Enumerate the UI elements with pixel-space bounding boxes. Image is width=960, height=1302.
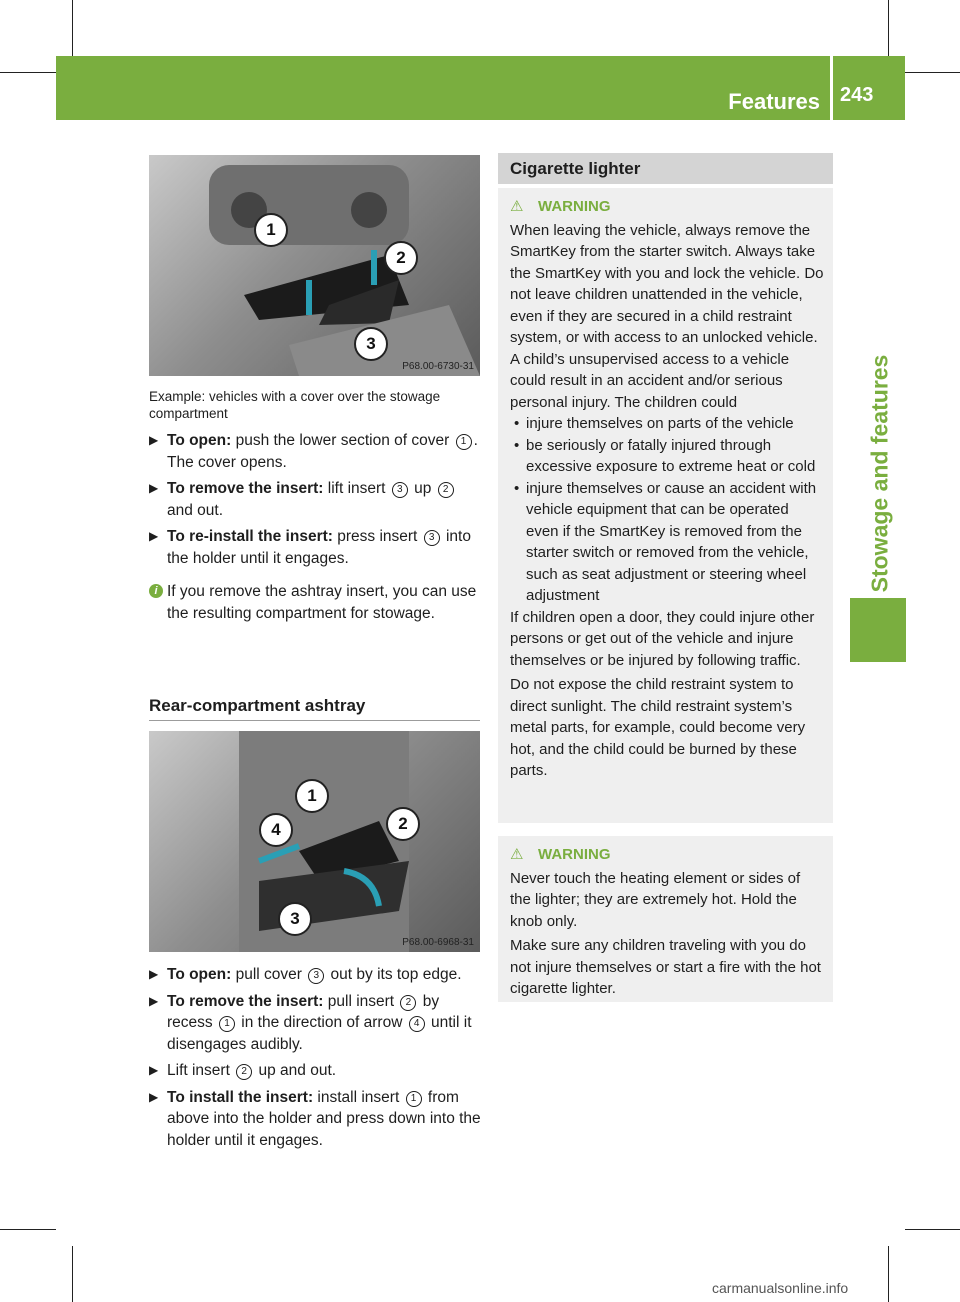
warning-paragraph: Do not expose the child restraint system to direct sunlight. The child restraint system’s metal parts, for example, could become very hot, and the child could be burned by these parts.: [510, 676, 806, 779]
figure-rear-ashtray: [149, 731, 480, 952]
warning-title: [510, 844, 825, 866]
warning-paragraph: Make sure any children traveling with you do not injure themselves or start a fire with the hot cigarette lighter.: [510, 937, 821, 997]
bullet-text: be seriously or fatally injured through excessive exposure to extreme heat or cold: [526, 436, 816, 475]
section-heading-rear-ashtray: Rear-compartment ashtray: [149, 696, 480, 721]
step-text: lift insert: [323, 480, 390, 497]
arrow-icon: ▶: [149, 1063, 159, 1077]
step: [149, 1087, 484, 1152]
crop-mark: [905, 1229, 960, 1230]
arrow-icon: ▶: [149, 481, 159, 495]
step-text: until it disengages audibly.: [167, 1014, 472, 1053]
step: [149, 991, 484, 1056]
crop-mark: [905, 72, 960, 73]
arrow-icon: ▶: [149, 1089, 159, 1104]
arrow-icon: ▶: [149, 529, 159, 543]
page-number: 243: [840, 84, 874, 106]
step-text: out by its top edge.: [326, 966, 462, 983]
figure-illustration: [149, 155, 480, 376]
step-label: To remove the insert:: [167, 480, 324, 497]
crop-mark: [0, 72, 56, 73]
side-chapter: [850, 330, 906, 630]
step-text: push the lower section of cover: [231, 432, 454, 449]
figure-code: P68.00-6730-31: [402, 361, 474, 372]
callout-4: 4: [259, 813, 293, 847]
callout-3: 3: [354, 327, 388, 361]
arrow-icon: ▶: [149, 993, 159, 1008]
step-text: up and out.: [254, 1062, 337, 1079]
figure-cover-stowage: [149, 155, 480, 376]
info-note-text: If you remove the ashtray insert, you can use the resulting compartment for stowage.: [167, 583, 477, 622]
bullet-icon: •: [514, 479, 520, 497]
callout-3: 3: [278, 902, 312, 936]
bullet-icon: •: [514, 415, 520, 432]
header-separator: [830, 56, 833, 120]
step-text: into the holder until it engages.: [167, 528, 471, 567]
arrow-icon: ▶: [149, 433, 159, 447]
ref-number: 4: [409, 1016, 425, 1032]
callout-2: 2: [384, 241, 418, 275]
callout-1: 1: [254, 213, 288, 247]
crop-mark: [888, 1246, 889, 1302]
section-heading-cigarette-lighter: [498, 153, 833, 184]
crop-mark: [888, 0, 889, 56]
step-text: .: [473, 432, 478, 449]
info-icon: i: [149, 584, 163, 598]
warning-box-children: [498, 188, 833, 823]
step-label: To re-install the insert:: [167, 528, 333, 545]
info-note: [149, 581, 480, 624]
step-text: pull insert: [323, 992, 399, 1010]
figure-caption: Example: vehicles with a cover over the stowage compartment: [149, 389, 441, 421]
callout-2: 2: [386, 807, 420, 841]
warning-bullet: [510, 413, 825, 435]
step: [149, 964, 484, 986]
step: [149, 430, 480, 452]
ref-number: 1: [219, 1016, 235, 1032]
ref-number: 3: [424, 530, 440, 546]
crop-mark: [0, 1229, 56, 1230]
bullet-text: injure themselves or cause an accident with vehicle equipment that can be operated even if the SmartKey is removed from the starter switch or removed from the vehicle, such as seat adjustment or steering wheel adjustment: [526, 479, 817, 604]
figure-code: P68.00-6968-31: [402, 937, 474, 948]
warning-bullet: [510, 478, 825, 607]
step: [149, 1060, 484, 1082]
warning-title-text: WARNING: [538, 198, 611, 215]
warning-bullet: [510, 435, 825, 478]
warning-icon: ⚠: [510, 198, 524, 215]
step: [149, 478, 480, 521]
step-text: press insert: [332, 528, 422, 545]
warning-box-lighter: [498, 836, 833, 1002]
step-text: by recess: [167, 992, 440, 1031]
warning-title-text: WARNING: [538, 846, 611, 863]
ref-number: 2: [400, 995, 416, 1011]
figure-illustration: [149, 731, 480, 952]
arrow-icon: ▶: [149, 967, 159, 981]
step-text: from above into the holder and press down into the holder until it engages.: [167, 1088, 481, 1149]
warning-title: [510, 196, 825, 218]
ref-number: 2: [236, 1064, 252, 1080]
step-text: and out.: [167, 501, 224, 519]
side-chapter-label: Stowage and features: [866, 354, 893, 593]
bullet-icon: •: [514, 436, 520, 454]
step-text: install insert: [313, 1088, 404, 1106]
step-label: To remove the insert:: [167, 992, 324, 1010]
section-heading-text: Cigarette lighter: [510, 159, 641, 178]
warning-paragraph: If children open a door, they could injure other persons or get out of the vehicle and injure themselves or be injured by following traffic.: [510, 608, 815, 669]
instructions-rear-ashtray: [149, 964, 484, 1151]
step-text: in the direction of arrow: [236, 1014, 407, 1031]
step: [149, 526, 480, 569]
crop-mark: [72, 1246, 73, 1302]
ref-number: 2: [438, 482, 454, 498]
step-label: To install the insert:: [167, 1088, 314, 1106]
ref-number: 3: [308, 968, 324, 984]
crop-mark: [72, 0, 73, 56]
step-label: To open:: [167, 432, 232, 449]
ref-number: 3: [392, 482, 408, 498]
section-title: Features: [728, 89, 820, 114]
step-text: pull cover: [231, 966, 307, 983]
ref-number: 1: [456, 434, 472, 450]
warning-icon: ⚠: [510, 846, 524, 863]
callout-1: 1: [295, 779, 329, 813]
warning-paragraph: When leaving the vehicle, always remove the SmartKey from the starter switch. Always take the SmartKey with you and lock the vehicle. Do not leave children unattended in the vehicle, even if they are secured in a child restraint system, or with access to an unlocked vehicle. A child’s unsupervised access to a vehicle could result in an accident and/or serious personal injury. The children could: [510, 221, 824, 411]
step-text: Lift insert: [167, 1062, 235, 1079]
ref-number: 1: [406, 1091, 422, 1107]
step-result: The cover opens.: [167, 453, 287, 471]
step-label: To open:: [167, 966, 232, 983]
bullet-text: injure themselves on parts of the vehicle: [526, 415, 794, 432]
warning-paragraph: Never touch the heating element or sides of the lighter; they are extremely hot. Hold the knob only.: [510, 869, 801, 930]
step-text: up: [409, 480, 436, 497]
instructions-cover: [149, 430, 480, 624]
footer-watermark: carmanualsonline.info: [712, 1280, 849, 1296]
side-tab: [850, 598, 906, 662]
